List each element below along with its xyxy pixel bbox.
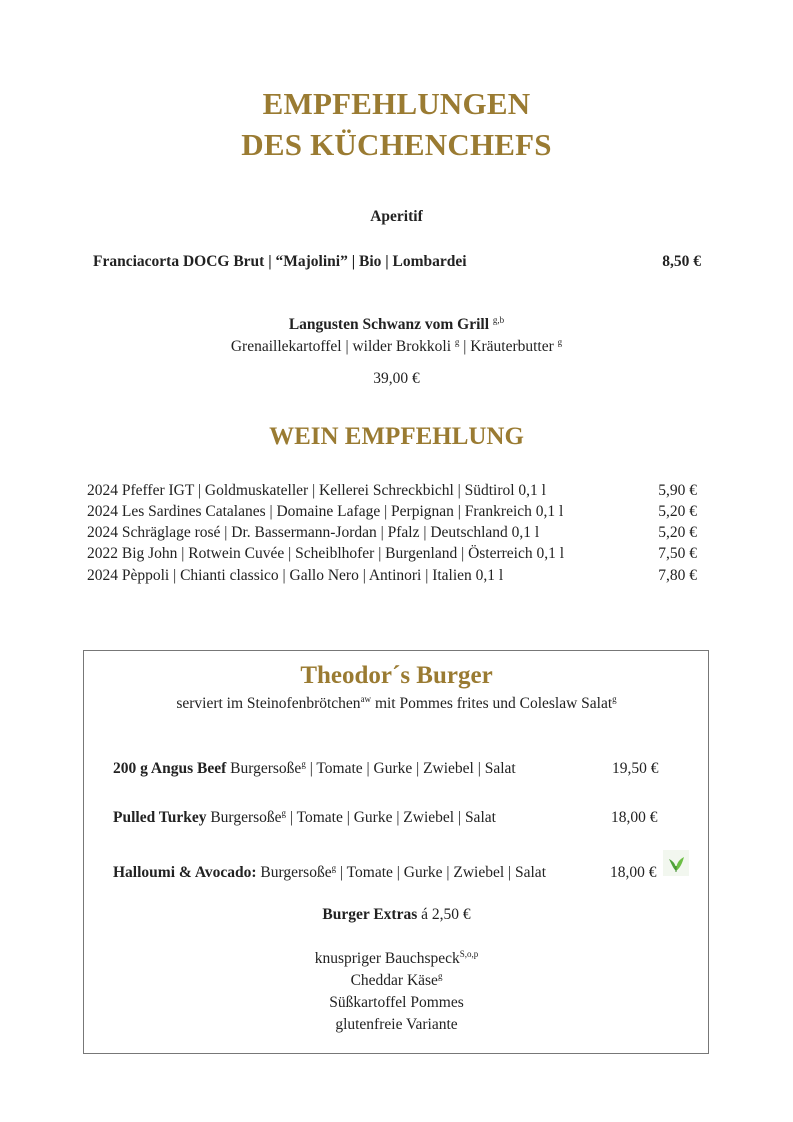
special-name-allergens: g,b xyxy=(492,314,505,325)
wine-price: 5,90 € xyxy=(658,482,697,499)
wine-desc: 2024 Schräglage rosé | Dr. Bassermann-Jordan | Pfalz | Deutschland 0,1 l xyxy=(87,524,540,541)
extra-text: Cheddar Käse xyxy=(350,972,438,989)
burger-toppings: | Tomate | Gurke | Zwiebel | Salat xyxy=(286,809,496,826)
extra-text: glutenfreie Variante xyxy=(335,1016,458,1033)
extra-item xyxy=(0,970,793,992)
burger-price: 18,00 € xyxy=(610,864,657,881)
page-title-line-2: DES KÜCHENCHEFS xyxy=(241,127,552,162)
burger-toppings: | Tomate | Gurke | Zwiebel | Salat xyxy=(305,760,516,777)
burger-name: Pulled Turkey xyxy=(113,809,207,826)
burger-sauce-allergens: g xyxy=(301,758,306,769)
special-price: 39,00 € xyxy=(373,370,420,387)
burger-sauce: Burgersoße xyxy=(226,760,302,777)
burger-price: 18,00 € xyxy=(611,809,658,826)
special-side-1: Grenaillekartoffel | wilder Brokkoli xyxy=(230,338,452,355)
special-sides-line xyxy=(0,338,793,356)
burger-sauce: Burgersoße xyxy=(256,864,332,881)
special-name: Langusten Schwanz vom Grill xyxy=(288,316,490,333)
wine-price: 7,50 € xyxy=(658,545,697,562)
burger-price: 19,50 € xyxy=(612,760,659,777)
burger-sauce: Burgersoße xyxy=(206,809,282,826)
special-side-1-allergens: g xyxy=(454,336,460,347)
extra-item xyxy=(0,1014,793,1036)
extras-list xyxy=(0,948,793,1036)
burger-sauce-allergens: g xyxy=(331,862,337,873)
burger-item xyxy=(113,760,516,778)
aperitif-item: Franciacorta DOCG Brut | “Majolini” | Bio | Lombardei xyxy=(93,253,467,270)
burger-subtitle-b: mit Pommes frites und Coleslaw Salat xyxy=(371,695,613,712)
burger-title: Theodor´s Burger xyxy=(300,662,493,689)
burger-sauce-allergens: g xyxy=(281,807,287,818)
wine-price: 5,20 € xyxy=(658,503,697,520)
extras-price: á 2,50 € xyxy=(417,906,471,923)
burger-toppings: | Tomate | Gurke | Zwiebel | Salat xyxy=(336,864,546,881)
aperitif-price: 8,50 € xyxy=(662,253,701,270)
wine-price: 5,20 € xyxy=(658,524,697,541)
special-name-line xyxy=(0,316,793,334)
extra-allergens: S,o,p xyxy=(459,948,479,959)
extra-text: Süßkartoffel Pommes xyxy=(329,994,464,1011)
burger-item xyxy=(113,864,546,882)
wine-heading: WEIN EMPFEHLUNG xyxy=(269,423,524,450)
burger-subtitle-a: serviert im Steinofenbrötchen xyxy=(176,695,361,712)
extras-label: Burger Extras xyxy=(322,906,418,923)
burger-name: 200 g Angus Beef xyxy=(113,760,227,777)
wine-price: 7,80 € xyxy=(658,567,697,584)
special-side-2: | Kräuterbutter xyxy=(459,338,554,355)
extra-item xyxy=(0,992,793,1014)
special-side-2-allergens: g xyxy=(557,336,563,347)
extra-allergens: g xyxy=(437,970,443,981)
leaf-icon xyxy=(663,850,689,876)
aperitif-heading: Aperitif xyxy=(370,208,423,225)
burger-subtitle-sup-b: g xyxy=(612,693,617,704)
wine-desc: 2024 Pèppoli | Chianti classico | Gallo Nero | Antinori | Italien 0,1 l xyxy=(87,567,504,584)
page-title-line-1: EMPFEHLUNGEN xyxy=(262,86,531,121)
burger-item xyxy=(113,809,496,827)
wine-desc: 2024 Les Sardines Catalanes | Domaine Lafage | Perpignan | Frankreich 0,1 l xyxy=(87,503,564,520)
wine-desc: 2022 Big John | Rotwein Cuvée | Scheiblhofer | Burgenland | Österreich 0,1 l xyxy=(87,545,565,562)
extra-text: knuspriger Bauchspeck xyxy=(314,950,460,967)
burger-subtitle-sup-a: aw xyxy=(360,693,372,704)
extras-heading xyxy=(0,906,793,924)
extra-item xyxy=(0,948,793,970)
wine-desc: 2024 Pfeffer IGT | Goldmuskateller | Kellerei Schreckbichl | Südtirol 0,1 l xyxy=(87,482,546,499)
burger-name: Halloumi & Avocado: xyxy=(113,864,257,881)
burger-subtitle xyxy=(0,695,793,713)
